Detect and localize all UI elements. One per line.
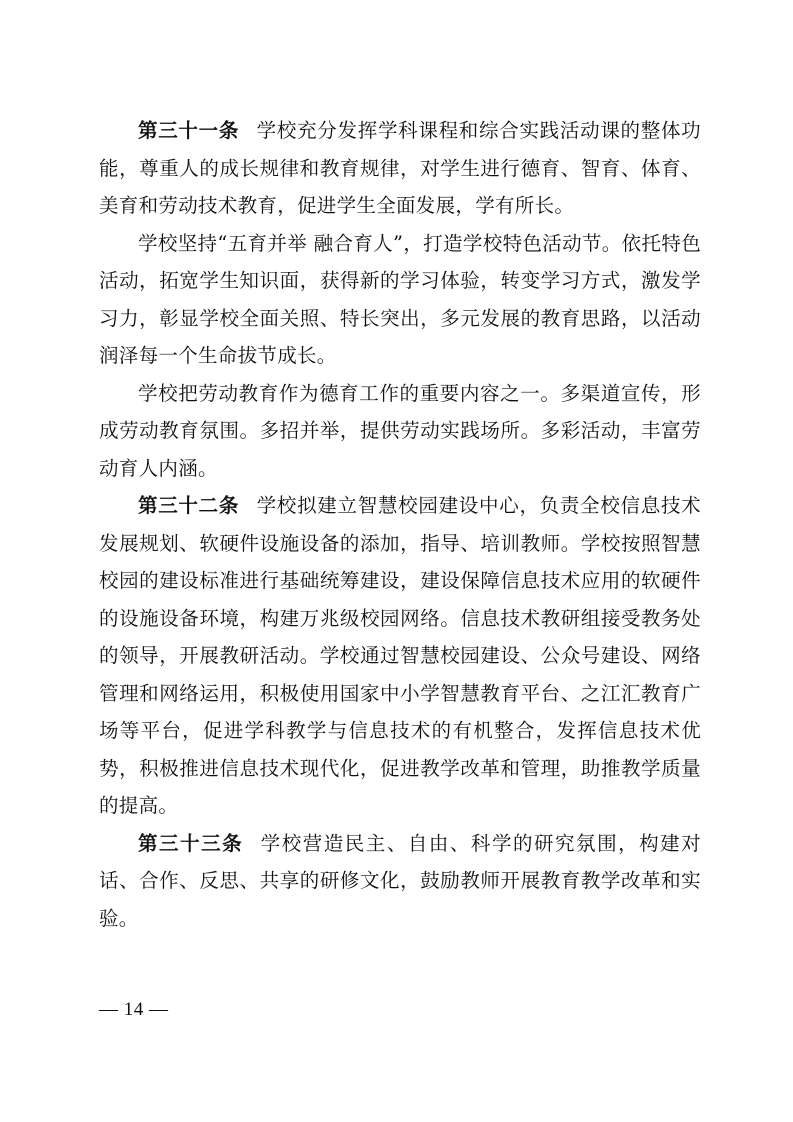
paragraph-text: 学校坚持“五育并举 融合育人”，打造学校特色活动节。依托特色活动，拓宽学生知识面，获得新的学习体验，转变学习方式，激发学习力，彰显学校全面关照、特长突出，多元发展的教育思路，以活动润泽每一个生命拔节成长。	[99, 231, 701, 367]
paragraph-labor-education	[99, 375, 701, 488]
paragraph-article-31	[99, 112, 701, 225]
paragraph-article-33	[99, 825, 701, 938]
article-heading: 第三十一条	[138, 119, 240, 142]
page-number: — 14 —	[99, 999, 169, 1020]
article-heading: 第三十三条	[138, 831, 244, 855]
paragraph-five-education	[99, 225, 701, 375]
paragraph-text: 学校营造民主、自由、科学的研究氛围，构建对话、合作、反思、共享的研修文化，鼓励教师开展教育教学改革和实验。	[99, 831, 701, 930]
paragraph-article-32	[99, 487, 701, 825]
paragraph-text: 学校把劳动教育作为德育工作的重要内容之一。多渠道宣传，形成劳动教育氛围。多招并举，提供劳动实践场所。多彩活动，丰富劳动育人内涵。	[99, 381, 701, 480]
article-heading: 第三十二条	[138, 494, 240, 517]
paragraph-text: 学校充分发挥学科课程和综合实践活动课的整体功能，尊重人的成长规律和教育规律，对学生进行德育、智育、体育、美育和劳动技术教育，促进学生全面发展，学有所长。	[99, 119, 701, 217]
paragraph-text: 学校拟建立智慧校园建设中心，负责全校信息技术发展规划、软硬件设施设备的添加，指导、培训教师。学校按照智慧校园的建设标准进行基础统筹建设，建设保障信息技术应用的软硬件的设施设备环境，构建万兆级校园网络。信息技术教研组接受教务处的领导，开展教研活动。学校通过智慧校园建设、公众号建设、网络管理和网络运用，积极使用国家中小学智慧教育平台、之江汇教育广场等平台，促进学科教学与信息技术的有机整合，发挥信息技术优势，积极推进信息技术现代化，促进教学改革和管理，助推教学质量的提高。	[99, 494, 701, 817]
document-body	[99, 112, 701, 937]
